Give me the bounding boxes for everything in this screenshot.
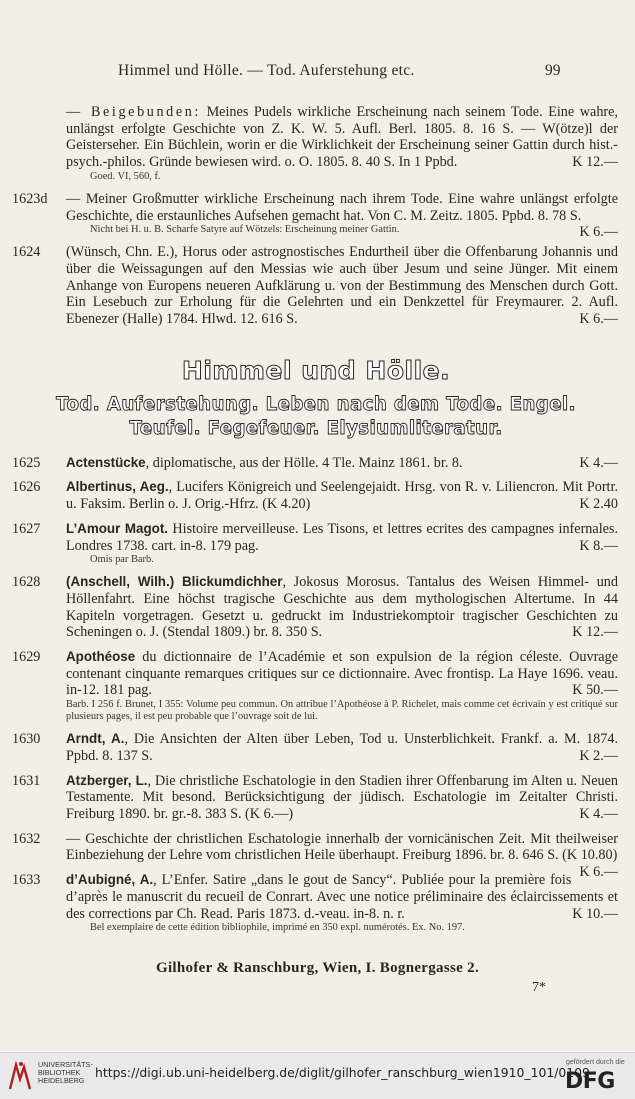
- entry-price: K 2.40: [579, 496, 618, 513]
- section-subheading-line-1: Tod. Auferstehung. Leben nach dem Tode. Engel.: [56, 393, 576, 415]
- section-subheading: [14, 393, 618, 441]
- entry-author: L’Amour Magot.: [66, 520, 169, 536]
- list-item: [14, 479, 618, 512]
- section-heading: Himmel und Hölle.: [181, 355, 451, 385]
- entry-price: K 12.—: [572, 154, 618, 171]
- entry-number: 1630: [12, 731, 41, 748]
- list-item: [14, 574, 618, 641]
- entry-number: 1633: [12, 872, 41, 889]
- entry-number: 1626: [12, 479, 41, 496]
- entry-number: 1625: [12, 454, 41, 471]
- entry-price: K 8.—: [579, 537, 618, 554]
- entry-number: 1627: [12, 520, 41, 537]
- entry-price: K 50.—: [572, 682, 618, 699]
- entry-note: Goed. VI, 560, f.: [90, 170, 161, 182]
- entry-text: , Lucifers Königreich und Seelengejaidt. Hrsg. von R. v. Liliencron. Mit Portr. u. Faksim. Berlin o. J. Orig.-Hfrz. (K 4.20): [66, 479, 618, 513]
- publisher-line: Gilhofer & Ranschburg, Wien, I. Bognergasse 2.: [156, 960, 479, 976]
- entry-author: Arndt, A.: [66, 731, 125, 747]
- running-title: Himmel und Hölle. — Tod. Auferstehung etc.: [118, 62, 415, 79]
- page-number: 99: [545, 62, 561, 79]
- entry-text: — Geschichte der christlichen Eschatologie innerhalb der vornicänischen Zeit. Mit theilweiser Einbeziehung der Lehre vom christlichen Heile überhaupt. Freiburg 1896. br. 8. 646 S. (K 10.80): [66, 830, 618, 864]
- entry-author: (Anschell, Wilh.) Blickumdichher: [66, 574, 283, 590]
- entry-price: K 2.—: [579, 747, 618, 764]
- entry-price: K 6.—: [579, 224, 618, 241]
- running-header: [0, 62, 635, 82]
- entry-number: 1623d: [12, 190, 48, 207]
- signature-mark: 7*: [532, 980, 546, 995]
- entry-note: Omis par Barb.: [90, 554, 154, 566]
- list-item: [14, 521, 618, 566]
- entry-number: 1629: [12, 649, 41, 666]
- entry-author: Atzberger, L.: [66, 772, 148, 788]
- entry-price: K 4.—: [579, 454, 618, 471]
- entry-list: [14, 455, 618, 934]
- entry-price: K 10.—: [572, 905, 618, 922]
- entry-number: 1628: [12, 574, 41, 591]
- entry-price: K 12.—: [572, 624, 618, 641]
- section-subheading-line-2: Teufel. Fegefeuer. Elysiumliteratur.: [129, 417, 503, 439]
- entry-prefix: — Beigebunden:: [66, 104, 201, 120]
- entry-text: , L’Enfer. Satire „dans le gout de Sancy“. Publiée pour la première fois d’après le manuscrit du recueil de Conrart. Avec une notice préliminaire des éclaircissements et des corrections par Ch. Read. Paris 1873. d.-veau. in-8. n. r.: [66, 872, 618, 922]
- list-item: [14, 773, 618, 823]
- entry-author: Apothéose: [66, 649, 136, 665]
- entry-author: Albertinus, Aeg.: [66, 479, 169, 495]
- funding-note: gefördert durch die: [566, 1059, 625, 1066]
- library-logo-icon: [8, 1061, 34, 1091]
- entry-number: 1624: [12, 244, 41, 261]
- entry-note: Bel exemplaire de cette édition bibliophile, imprimé en 350 expl. numérotés. Ex. No. 197.: [90, 922, 465, 934]
- content: [14, 104, 618, 942]
- entry-text: , Die christliche Eschatologie in den Stadien ihrer Offenbarung im Alten u. Neuen Testamente. Mit besond. Berücksichtigung der jüdisch. Eschatologie im Zeitalter Christi. Freiburg 1890. br. gr.-8. 383 S. (K 6.—): [66, 772, 618, 822]
- list-item: [14, 455, 618, 472]
- entry-note: Nicht bei H. u. B. Scharfe Satyre auf Wötzels: Erscheinung meiner Gattin.: [90, 224, 400, 236]
- entry-price: K 4.—: [579, 805, 618, 822]
- entry-note: Barb. I 256 f. Brunet, I 355: Volume peu commun. On attribue l’Apothéose à P. Richelet, mais comme cet écrivain y est critiqué sur plusieurs pages, il est peu probable que l’ouvrage soit de lui.: [66, 699, 618, 723]
- entry-price: K 6.—: [579, 311, 618, 328]
- dfg-logo: DFG: [565, 1069, 615, 1094]
- entry-text: , Jokosus Morosus. Tantalus des Weisen Himmel- und Höllenfahrt. Eine höchst tragische Geschichte aus dem mythologischen Altertume. In 44 Kapiteln vorgetragen. Gesetzt u. gedruckt im Industriekomptoir tragischer Geschichten zu Scheningen o. J. (Stendal 1809.) br. 8. 350 S.: [66, 574, 618, 641]
- entry-price: K 6.—: [579, 864, 618, 881]
- entry-text: — Meiner Großmutter wirkliche Erscheinung nach ihrem Tode. Eine wahre unlängst erfolgte Geschichte, die erstaunliches Aufsehen gemacht hat. Von C. M. Zeitz. 1805. Ppbd. 8. 78 S.: [66, 190, 618, 224]
- entry-text: (Wünsch, Chn. E.), Horus oder astrognostisches Endurtheil über die Offenbarung Johannis und über die Weissagungen auf den Messias wie auch über Jesum und seine Jünger. Mit einem Anhange von Europens neueren Aufklärung u. von der Bestimmung des Menschen durch Gott. Ein Lesebuch zur Erholung für die Gelehrten und ein Denkzettel für Freymaurer. 2. Aufl. Ebenezer (Halle) 1784. Hlwd. 12. 616 S.: [66, 244, 618, 328]
- list-item: [14, 104, 618, 183]
- permalink[interactable]: https://digi.ub.uni-heidelberg.de/diglit/gilhofer_ranschburg_wien1910_101/0109: [95, 1065, 590, 1080]
- list-item: [14, 731, 618, 764]
- entry-author: d’Aubigné, A.: [66, 872, 154, 888]
- list-item: [14, 649, 618, 723]
- entry-text: Meines Pudels wirkliche Erscheinung nach seinem Tode. Eine wahre, unlängst erfolgte Geschichte von Z. K. W. 5. Aufl. Berl. 1805. 8. 16 S. — W(ötze)l der Geisterseher. Ein Büchlein, worin er die Wirklichkeit der Erscheinung seiner Gattin durch hist.-psych.-philos. Gründe bewiesen wird. o. O. 1805. 8. 40 S. In 1 Ppbd.: [66, 104, 618, 171]
- entry-number: 1632: [12, 830, 41, 847]
- entry-number: 1631: [12, 772, 41, 789]
- viewer-footer-bar: [0, 1052, 635, 1099]
- library-name: UNIVERSITÄTS- BIBLIOTHEK HEIDELBERG: [38, 1060, 93, 1086]
- entry-text: , Die Ansichten der Alten über Leben, Tod u. Unsterblichkeit. Frankf. a. M. 1874. Ppbd. 8. 137 S.: [66, 731, 618, 764]
- entry-text: du dictionnaire de l’Académie et son expulsion de la région céleste. Ouvrage contenant cinquante remarques critiques sur ce dictionnaire. Avec frontisp. La Haye 1696. veau. in-12. 181 pag.: [66, 649, 618, 699]
- list-item: [14, 244, 618, 328]
- entry-text: , diplomatische, aus der Hölle. 4 Tle. Mainz 1861. br. 8.: [145, 454, 463, 471]
- entry-author: Actenstücke: [66, 454, 146, 470]
- list-item: [12, 190, 618, 241]
- list-item: [14, 872, 618, 934]
- entry-text: Histoire merveilleuse. Les Tisons, et lettres ecrites des campagnes infernales. Londres 1738. cart. in-8. 179 pag.: [66, 520, 619, 554]
